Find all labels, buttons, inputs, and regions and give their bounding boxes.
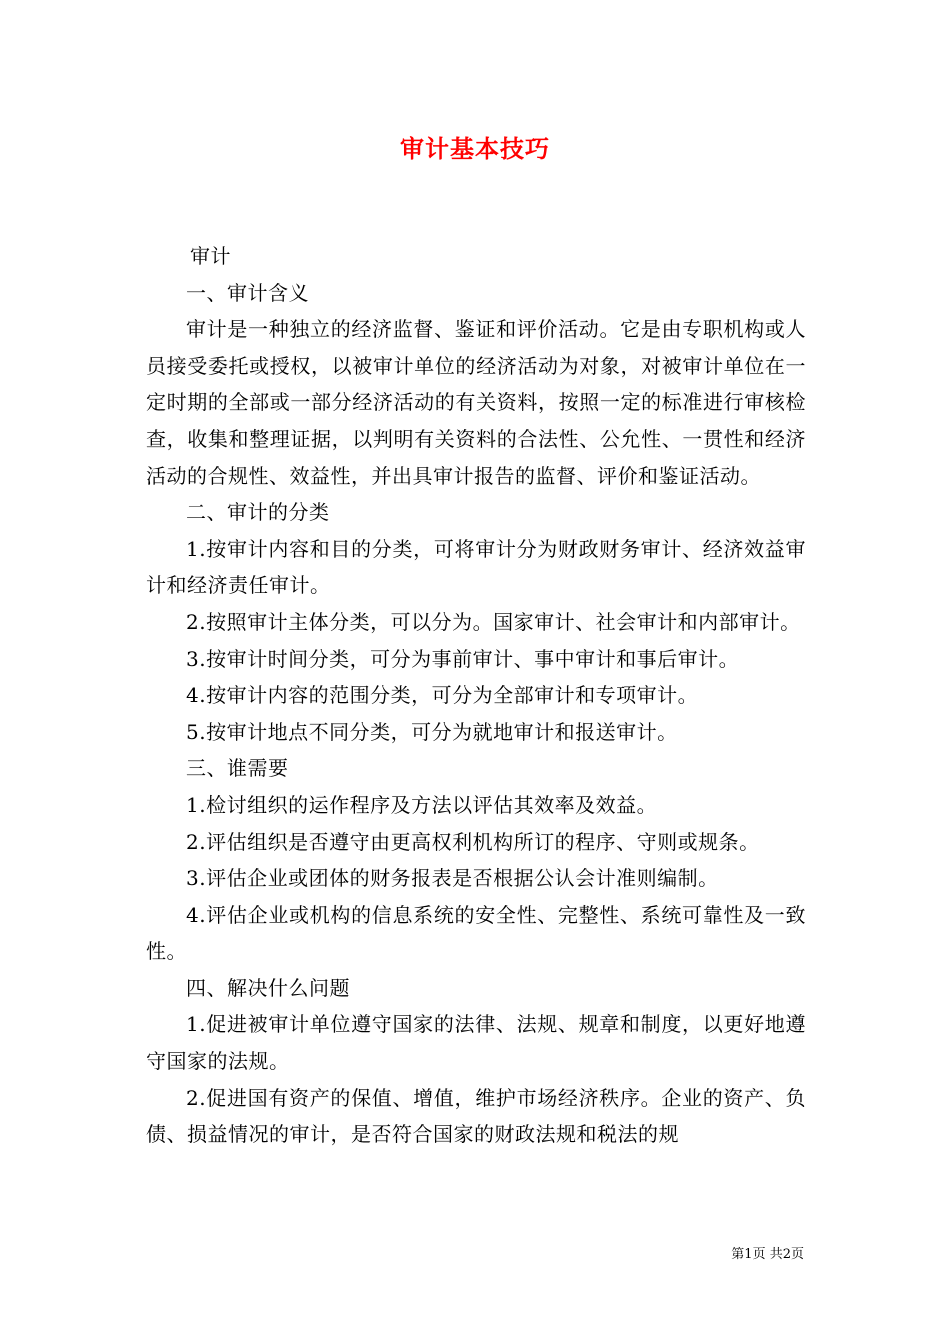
total-pages-number: 2 [782,1247,791,1262]
section-heading-1: 一、审计含义 [186,280,309,305]
list-item: 2.评估组织是否遵守由更高权利机构所订的程序、守则或规条。 [186,829,760,854]
list-item: 1.检讨组织的运作程序及方法以评估其效率及效益。 [186,792,658,817]
paragraph-heading-audit: 审计 [190,244,231,268]
footer-middle: 页 共 [752,1247,783,1262]
section-heading-2: 二、审计的分类 [186,500,330,525]
list-item: 3.评估企业或团体的财务报表是否根据公认会计准则编制。 [186,866,719,891]
list-item: 2.促进国有资产的保值、增值，维护市场经济秩序。企业的资产、负债、损益情况的审计，是否符合国家的财政法规和税法的规 [146,1085,806,1147]
list-item: 2.按照审计主体分类，可以分为。国家审计、社会审计和内部审计。 [186,609,801,634]
current-page-number: 1 [744,1247,753,1262]
paragraph: 审计是一种独立的经济监督、鉴证和评价活动。它是由专职机构或人员接受委托或授权，以被审计单位的经济活动为对象，对被审计单位在一定时期的全部或一部分经济活动的有关资料，按照一定的标准进行审核检查，收集和整理证据，以判明有关资料的合法性、公允性、一贯性和经济活动的合规性、效益性，并出具审计报告的监督、评价和鉴证活动。 [146,317,806,488]
section-heading-4: 四、解决什么问题 [186,975,350,1000]
page-number-footer [731,1246,804,1264]
section-heading-3: 三、谁需要 [186,756,289,781]
list-item: 3.按审计时间分类，可分为事前审计、事中审计和事后审计。 [186,646,740,671]
list-item: 1.促进被审计单位遵守国家的法律、法规、规章和制度，以更好地遵守国家的法规。 [146,1012,806,1074]
list-item: 1.按审计内容和目的分类，可将审计分为财政财务审计、经济效益审计和经济责任审计。 [146,536,806,598]
list-item: 4.评估企业或机构的信息系统的安全性、完整性、系统可靠性及一致性。 [146,902,806,964]
list-item: 5.按审计地点不同分类，可分为就地审计和报送审计。 [186,719,678,744]
footer-prefix: 第 [731,1247,745,1262]
document-body [146,238,806,1153]
footer-suffix: 页 [790,1247,804,1262]
list-item: 4.按审计内容的范围分类，可分为全部审计和专项审计。 [186,683,699,708]
document-title: 审计基本技巧 [400,134,550,163]
